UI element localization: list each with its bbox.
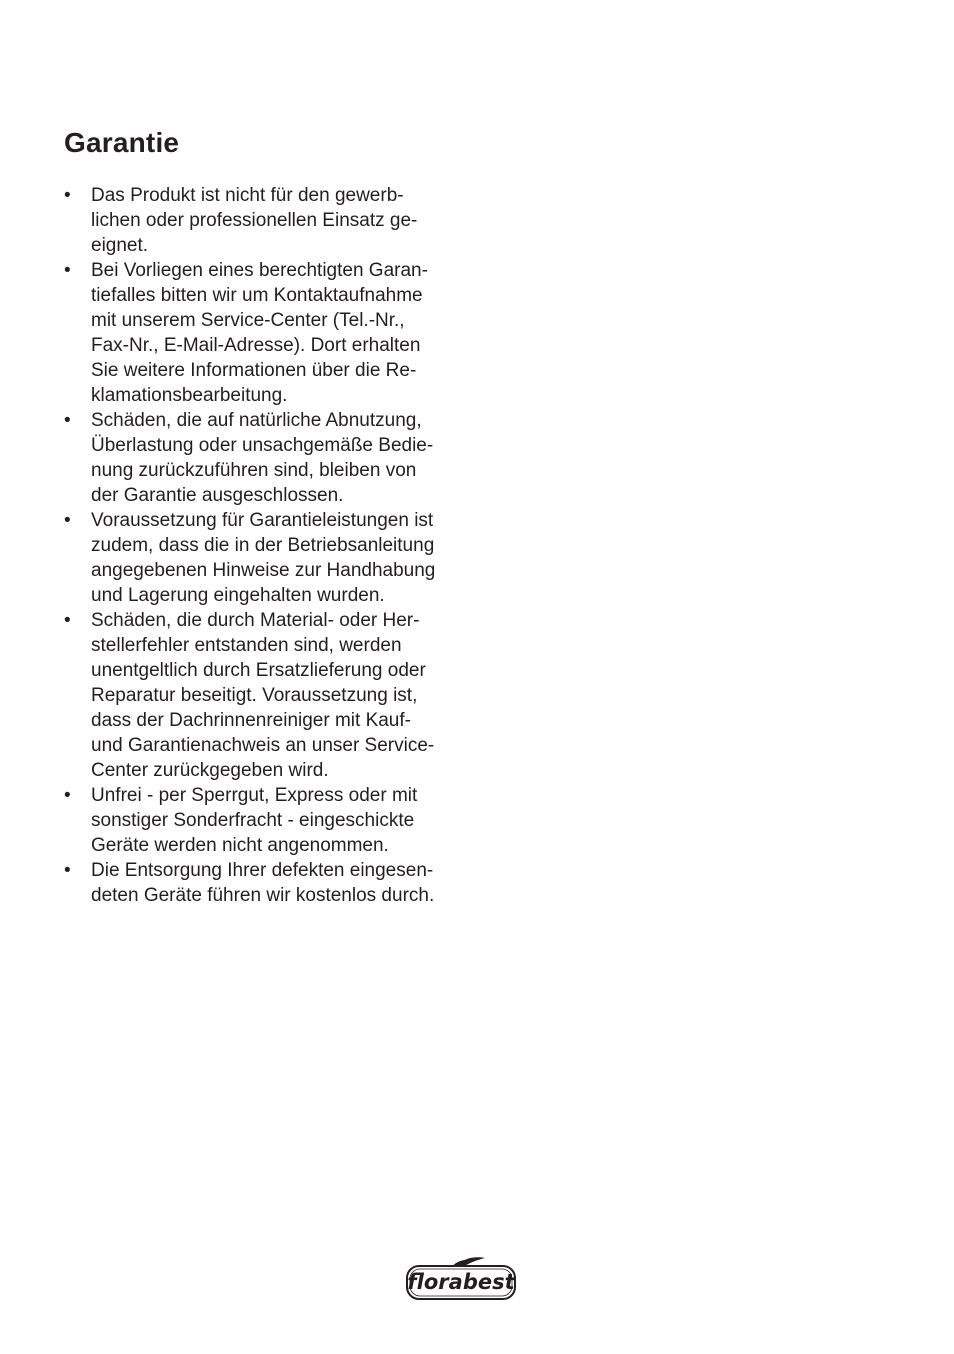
list-item-line: Voraussetzung für Garantieleistungen ist	[91, 510, 434, 531]
list-item	[64, 508, 464, 608]
bullet-icon: •	[64, 785, 71, 806]
list-item	[64, 183, 464, 258]
list-item	[64, 858, 464, 908]
list-item-line: und Lagerung eingehalten wurden.	[91, 585, 385, 606]
page-title: Garantie	[64, 127, 180, 158]
bullet-icon: •	[64, 510, 71, 531]
list-item-line: und Garantienachweis an unser Service-	[91, 735, 435, 756]
list-item-line: deten Geräte führen wir kostenlos durch.	[91, 885, 435, 906]
list-item-line: dass der Dachrinnenreiniger mit Kauf-	[91, 710, 411, 731]
list-item-line: stellerfehler entstanden sind, werden	[91, 635, 402, 656]
logo-wordmark: florabest	[407, 1270, 515, 1294]
list-item-line: der Garantie ausgeschlossen.	[91, 485, 344, 506]
list-item	[64, 608, 464, 783]
list-item-line: Die Entsorgung Ihrer defekten eingesen-	[91, 860, 434, 881]
bullet-icon: •	[64, 610, 71, 631]
bullet-icon: •	[64, 260, 71, 281]
list-item-line: Unfrei - per Sperrgut, Express oder mit	[91, 785, 418, 806]
bullet-icon: •	[64, 860, 71, 881]
list-item-line: tiefalles bitten wir um Kontaktaufnahme	[91, 285, 423, 306]
list-item-line: Geräte werden nicht angenommen.	[91, 835, 389, 856]
list-item-line: Schäden, die durch Material- oder Her-	[91, 610, 420, 631]
list-item-line: eignet.	[91, 235, 149, 256]
list-item	[64, 258, 464, 408]
list-item-line: Center zurückgegeben wird.	[91, 760, 329, 781]
florabest-logo	[405, 1256, 517, 1302]
list-item-line: mit unserem Service-Center (Tel.-Nr.,	[91, 310, 405, 331]
bullet-icon: •	[64, 410, 71, 431]
bullet-icon: •	[64, 185, 71, 206]
list-item-line: unentgeltlich durch Ersatzlieferung oder	[91, 660, 426, 681]
list-item-line: Reparatur beseitigt. Voraussetzung ist,	[91, 685, 418, 706]
list-item-line: Sie weitere Informationen über die Re-	[91, 360, 417, 381]
list-item-line: lichen oder professionellen Einsatz ge-	[91, 210, 418, 231]
florabest-logo-graphic	[405, 1256, 517, 1302]
list-item-line: sonstiger Sonderfracht - eingeschickte	[91, 810, 415, 831]
list-item-line: angegebenen Hinweise zur Handhabung	[91, 560, 436, 581]
list-item-line: Das Produkt ist nicht für den gewerb-	[91, 185, 404, 206]
list-item-line: Schäden, die auf natürliche Abnutzung,	[91, 410, 422, 431]
list-item-line: klamationsbearbeitung.	[91, 385, 288, 406]
list-item	[64, 783, 464, 858]
list-item-line: Überlastung oder unsachgemäße Bedie-	[91, 435, 434, 456]
list-item-line: nung zurückzuführen sind, bleiben von	[91, 460, 417, 481]
list-item-line: Bei Vorliegen eines berechtigten Garan-	[91, 260, 428, 281]
list-item-line: Fax-Nr., E-Mail-Adresse). Dort erhalten	[91, 335, 421, 356]
list-item	[64, 408, 464, 508]
warranty-bullet-list	[64, 183, 464, 908]
list-item-line: zudem, dass die in der Betriebsanleitung	[91, 535, 435, 556]
